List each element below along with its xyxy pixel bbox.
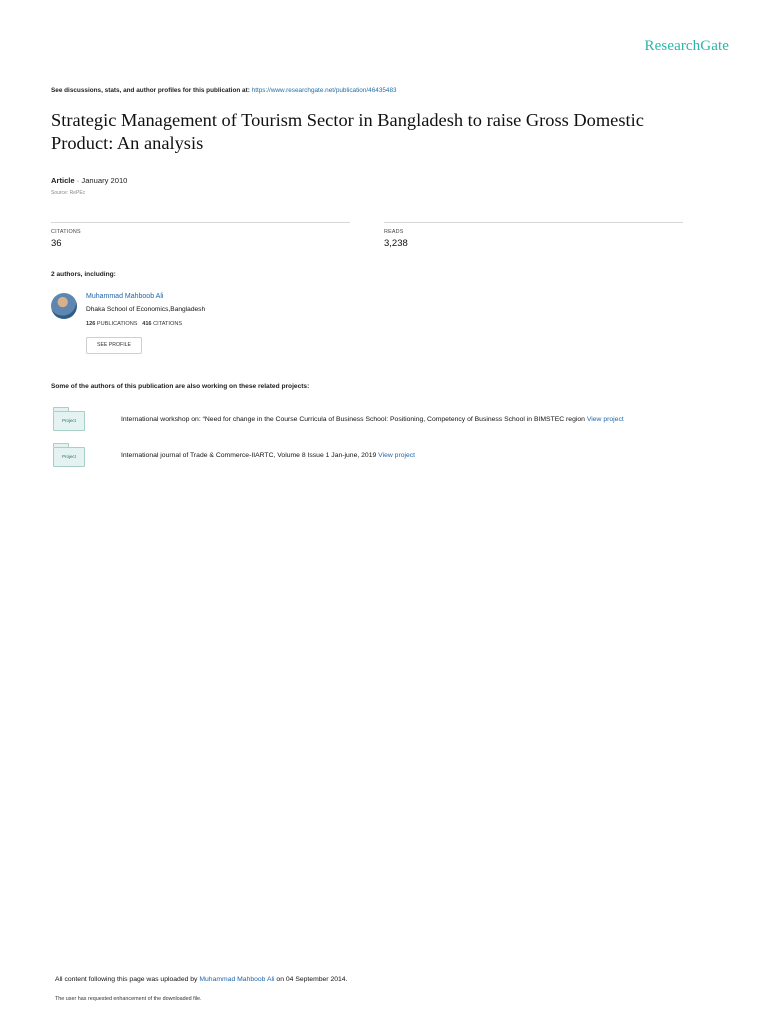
citations-divider: [51, 222, 350, 223]
uploader-link[interactable]: Muhammad Mahboob Ali: [199, 976, 275, 983]
view-project-link[interactable]: View project: [378, 452, 416, 459]
project-title: International workshop on: “Need for change in the Course Curricula of Business School: Positioning, Competency of Business School in BIMSTEC region: [121, 416, 587, 423]
author-avatar[interactable]: [51, 293, 77, 319]
citations-value: 36: [51, 238, 62, 249]
project-item: [121, 416, 624, 423]
upload-notice: [55, 976, 347, 983]
enhancement-notice: The user has requested enhancement of the downloaded file.: [55, 996, 202, 1002]
discussion-prefix: See discussions, stats, and author profiles for this publication at:: [51, 87, 252, 94]
author-counts: [86, 321, 182, 327]
project-folder-icon: Project: [53, 411, 85, 431]
author-citations-label: CITATIONS: [153, 321, 183, 327]
researchgate-logo[interactable]: ResearchGate: [644, 38, 729, 54]
see-profile-button[interactable]: SEE PROFILE: [86, 337, 142, 354]
project-item: [121, 452, 415, 459]
reads-label: READS: [384, 229, 404, 235]
author-citations-count: 416: [142, 321, 152, 327]
view-project-link[interactable]: View project: [586, 416, 624, 423]
publication-link[interactable]: https://www.researchgate.net/publication/46435483: [251, 87, 397, 94]
upload-suffix: on 04 September 2014.: [274, 976, 348, 983]
article-date: January 2010: [81, 176, 128, 185]
projects-heading: Some of the authors of this publication are also working on these related projects:: [51, 383, 310, 390]
author-name-link[interactable]: Muhammad Mahboob Ali: [86, 293, 164, 300]
meta-separator: ·: [74, 176, 82, 185]
upload-prefix: All content following this page was uploaded by: [55, 976, 200, 983]
authors-heading: 2 authors, including:: [51, 271, 116, 278]
publications-count: 126: [86, 321, 96, 327]
page-title: Strategic Management of Tourism Sector in Bangladesh to raise Gross Domestic Product: An analysis: [51, 110, 644, 153]
project-title: International journal of Trade & Commerce-IIARTC, Volume 8 Issue 1 Jan-june, 2019: [121, 452, 379, 459]
author-affiliation: Dhaka School of Economics,Bangladesh: [86, 306, 206, 313]
article-meta: [51, 176, 127, 185]
project-folder-icon: Project: [53, 447, 85, 467]
reads-value: 3,238: [384, 238, 408, 249]
reads-divider: [384, 222, 683, 223]
publications-label: PUBLICATIONS: [96, 321, 138, 327]
citations-label: CITATIONS: [51, 229, 81, 235]
article-source: Source: RePEc: [51, 190, 86, 196]
discussion-line: [51, 87, 397, 94]
article-type: Article: [51, 176, 75, 185]
